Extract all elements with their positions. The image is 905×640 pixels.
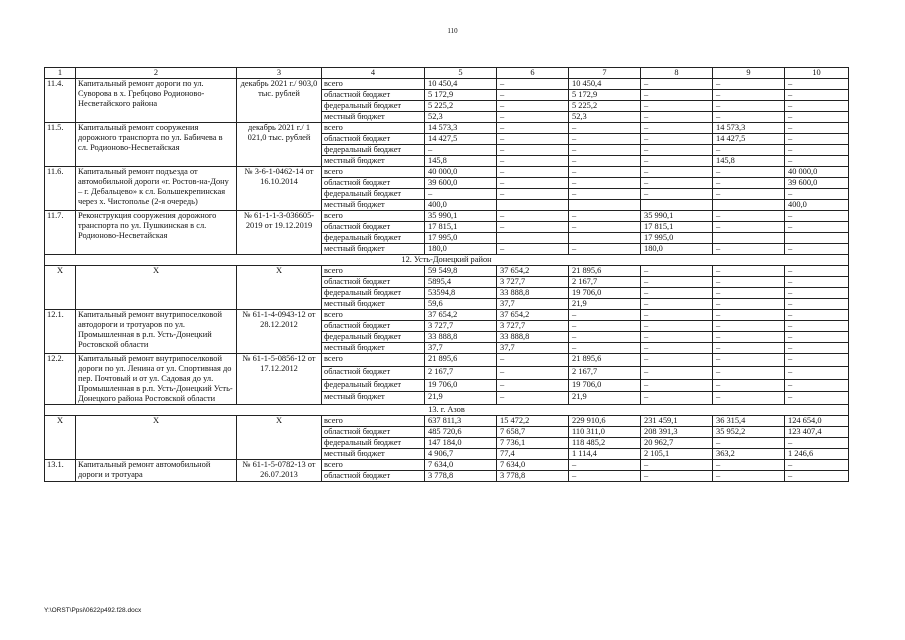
amount-cell: 35 952,2 <box>713 427 785 438</box>
amount-cell: 37,7 <box>425 343 497 354</box>
amount-cell: – <box>785 244 849 255</box>
amount-cell: 3 778,8 <box>425 471 497 482</box>
amount-cell: – <box>641 392 713 405</box>
item-number: 11.5. <box>45 123 76 167</box>
amount-cell: – <box>713 460 785 471</box>
amount-cell: – <box>785 438 849 449</box>
amount-cell: 7 658,7 <box>497 427 569 438</box>
amount-cell: – <box>569 471 641 482</box>
amount-cell: – <box>785 123 849 134</box>
amount-cell: – <box>569 460 641 471</box>
item-number: 12.1. <box>45 310 76 354</box>
funding-source: всего <box>322 310 425 321</box>
amount-cell: 37 654,2 <box>497 310 569 321</box>
funding-source: местный бюджет <box>322 156 425 167</box>
funding-source: федеральный бюджет <box>322 438 425 449</box>
amount-cell: 110 311,0 <box>569 427 641 438</box>
amount-cell: – <box>713 299 785 310</box>
amount-cell: 40 000,0 <box>425 167 497 178</box>
amount-cell: – <box>785 211 849 222</box>
amount-cell: 33 888,8 <box>497 332 569 343</box>
column-number-header: 10 <box>785 68 849 79</box>
amount-cell: – <box>497 145 569 156</box>
amount-cell: – <box>641 145 713 156</box>
amount-cell: 14 573,3 <box>425 123 497 134</box>
item-number: 13.1. <box>45 460 76 482</box>
amount-cell: – <box>785 299 849 310</box>
amount-cell: 21,9 <box>569 392 641 405</box>
amount-cell: – <box>785 379 849 392</box>
amount-cell: 363,2 <box>713 449 785 460</box>
amount-cell: – <box>713 244 785 255</box>
amount-cell: 77,4 <box>497 449 569 460</box>
amount-cell: 33 888,8 <box>425 332 497 343</box>
section-title: 13. г. Азов <box>45 405 849 416</box>
item-reference: декабрь 2021 г./ 903,0 тыс. рублей <box>237 79 322 123</box>
amount-cell: 2 105,1 <box>641 449 713 460</box>
item-name: Капитальный ремонт дороги по ул. Суворова в х. Гребцово Родионово-Несветайского района <box>76 79 237 123</box>
amount-cell: 3 727,7 <box>425 321 497 332</box>
amount-cell: 21 895,6 <box>569 354 641 367</box>
amount-cell: – <box>569 123 641 134</box>
amount-cell: 15 472,2 <box>497 416 569 427</box>
amount-cell <box>497 200 569 211</box>
amount-cell: – <box>641 189 713 200</box>
amount-cell: – <box>569 343 641 354</box>
funding-source: федеральный бюджет <box>322 379 425 392</box>
amount-cell: – <box>569 222 641 233</box>
amount-cell: 637 811,3 <box>425 416 497 427</box>
amount-cell: – <box>569 321 641 332</box>
amount-cell: – <box>569 134 641 145</box>
amount-cell: 145,8 <box>425 156 497 167</box>
amount-cell: – <box>497 392 569 405</box>
column-number-header: 1 <box>45 68 76 79</box>
table-row <box>45 460 849 471</box>
amount-cell: – <box>713 379 785 392</box>
amount-cell: – <box>641 277 713 288</box>
table-row <box>45 211 849 222</box>
amount-cell: – <box>497 366 569 379</box>
amount-cell: 10 450,4 <box>569 79 641 90</box>
amount-cell <box>785 233 849 244</box>
table-header-row <box>45 68 849 79</box>
amount-cell: – <box>641 299 713 310</box>
funding-source: областной бюджет <box>322 90 425 101</box>
amount-cell: – <box>497 189 569 200</box>
item-name: Капитальный ремонт подъезда от автомобильной дороги «г. Ростов-на-Дону – г. Дебальцево» к сл. Большекрепинская через х. Чистополье (2-я очередь) <box>76 167 237 211</box>
amount-cell: 21 895,6 <box>569 266 641 277</box>
amount-cell: 5 225,2 <box>425 101 497 112</box>
section-title: 12. Усть-Донецкий район <box>45 255 849 266</box>
amount-cell: 37,7 <box>497 299 569 310</box>
amount-cell: 14 427,5 <box>713 134 785 145</box>
amount-cell: – <box>569 167 641 178</box>
amount-cell: – <box>785 332 849 343</box>
amount-cell: – <box>785 101 849 112</box>
funding-source: областной бюджет <box>322 427 425 438</box>
item-name: Капитальный ремонт сооружения дорожного транспорта по ул. Бабичева в сл. Родионово-Несветайская <box>76 123 237 167</box>
amount-cell: 17 815,1 <box>425 222 497 233</box>
amount-cell: 37 654,2 <box>497 266 569 277</box>
amount-cell: – <box>497 156 569 167</box>
funding-source: всего <box>322 354 425 367</box>
amount-cell: – <box>497 222 569 233</box>
amount-cell: 39 600,0 <box>785 178 849 189</box>
amount-cell: – <box>569 211 641 222</box>
table-row <box>45 123 849 134</box>
column-number-header: 3 <box>237 68 322 79</box>
amount-cell <box>497 233 569 244</box>
column-number-header: 8 <box>641 68 713 79</box>
amount-cell: – <box>713 471 785 482</box>
funding-source: федеральный бюджет <box>322 332 425 343</box>
amount-cell: – <box>785 471 849 482</box>
item-reference: № 61-1-5-0782-13 от 26.07.2013 <box>237 460 322 482</box>
amount-cell: – <box>497 379 569 392</box>
amount-cell: – <box>425 145 497 156</box>
item-reference: № 61-1-1-3-036605-2019 от 19.12.2019 <box>237 211 322 255</box>
amount-cell: – <box>713 392 785 405</box>
amount-cell: – <box>497 178 569 189</box>
amount-cell: 19 706,0 <box>425 379 497 392</box>
item-reference: № 61-1-5-0856-12 от 17.12.2012 <box>237 354 322 405</box>
amount-cell: 37,7 <box>497 343 569 354</box>
footer-file-path: Y:\ORST\Ppsi\0622p492.f28.docx <box>44 607 142 614</box>
amount-cell: 7 736,1 <box>497 438 569 449</box>
amount-cell: – <box>785 145 849 156</box>
amount-cell: – <box>641 101 713 112</box>
funding-source: областной бюджет <box>322 277 425 288</box>
table-row <box>45 416 849 427</box>
amount-cell: – <box>785 156 849 167</box>
amount-cell: – <box>497 134 569 145</box>
amount-cell: 400,0 <box>425 200 497 211</box>
item-name: X <box>76 416 237 460</box>
amount-cell: – <box>785 310 849 321</box>
amount-cell: 14 573,3 <box>713 123 785 134</box>
amount-cell: 10 450,4 <box>425 79 497 90</box>
amount-cell: 33 888,8 <box>497 288 569 299</box>
amount-cell: 35 990,1 <box>641 211 713 222</box>
amount-cell: 3 727,7 <box>497 321 569 332</box>
funding-source: местный бюджет <box>322 112 425 123</box>
amount-cell: – <box>785 266 849 277</box>
amount-cell: – <box>497 211 569 222</box>
amount-cell: 20 962,7 <box>641 438 713 449</box>
amount-cell: – <box>641 379 713 392</box>
item-number: 11.6. <box>45 167 76 211</box>
amount-cell: – <box>713 211 785 222</box>
funding-source: местный бюджет <box>322 392 425 405</box>
amount-cell: – <box>713 145 785 156</box>
amount-cell: – <box>713 332 785 343</box>
amount-cell: – <box>713 321 785 332</box>
funding-source: федеральный бюджет <box>322 288 425 299</box>
amount-cell: – <box>713 310 785 321</box>
amount-cell: – <box>569 145 641 156</box>
amount-cell: – <box>497 244 569 255</box>
funding-source: областной бюджет <box>322 471 425 482</box>
amount-cell <box>569 233 641 244</box>
amount-cell: – <box>713 222 785 233</box>
item-number: 12.2. <box>45 354 76 405</box>
funding-source: всего <box>322 211 425 222</box>
section-row <box>45 405 849 416</box>
item-name: X <box>76 266 237 310</box>
amount-cell: – <box>713 343 785 354</box>
column-number-header: 2 <box>76 68 237 79</box>
amount-cell <box>641 200 713 211</box>
amount-cell: 52,3 <box>569 112 641 123</box>
amount-cell: 3 778,8 <box>497 471 569 482</box>
amount-cell: – <box>641 343 713 354</box>
budget-table <box>44 67 849 482</box>
funding-source: местный бюджет <box>322 449 425 460</box>
table-row <box>45 266 849 277</box>
amount-cell: 59,6 <box>425 299 497 310</box>
item-name: Реконструкция сооружения дорожного транспорта по ул. Пушкинская в сл. Родионово-Несветайская <box>76 211 237 255</box>
funding-source: местный бюджет <box>322 244 425 255</box>
funding-source: всего <box>322 416 425 427</box>
amount-cell: – <box>713 288 785 299</box>
amount-cell: 2 167,7 <box>569 277 641 288</box>
amount-cell: 229 910,6 <box>569 416 641 427</box>
item-name: Капитальный ремонт автомобильной дороги и тротуара <box>76 460 237 482</box>
funding-source: всего <box>322 123 425 134</box>
amount-cell: – <box>713 266 785 277</box>
item-number: X <box>45 416 76 460</box>
amount-cell: 17 815,1 <box>641 222 713 233</box>
amount-cell: – <box>641 366 713 379</box>
budget-table-container <box>44 67 848 482</box>
amount-cell: – <box>641 266 713 277</box>
amount-cell: – <box>713 79 785 90</box>
amount-cell: 37 654,2 <box>425 310 497 321</box>
section-row <box>45 255 849 266</box>
amount-cell: – <box>497 90 569 101</box>
amount-cell: – <box>641 310 713 321</box>
amount-cell: 208 391,3 <box>641 427 713 438</box>
item-reference: X <box>237 266 322 310</box>
amount-cell: 118 485,2 <box>569 438 641 449</box>
amount-cell: – <box>785 392 849 405</box>
amount-cell: 5 172,9 <box>569 90 641 101</box>
amount-cell: – <box>641 332 713 343</box>
amount-cell: – <box>497 112 569 123</box>
item-number: X <box>45 266 76 310</box>
amount-cell: 19 706,0 <box>569 288 641 299</box>
amount-cell: – <box>785 79 849 90</box>
amount-cell: – <box>497 167 569 178</box>
amount-cell: – <box>713 354 785 367</box>
amount-cell: – <box>497 79 569 90</box>
amount-cell: – <box>641 156 713 167</box>
amount-cell <box>713 233 785 244</box>
amount-cell: – <box>641 354 713 367</box>
amount-cell: – <box>785 134 849 145</box>
funding-source: всего <box>322 460 425 471</box>
funding-source: областной бюджет <box>322 134 425 145</box>
column-number-header: 5 <box>425 68 497 79</box>
amount-cell: 21,9 <box>425 392 497 405</box>
funding-source: областной бюджет <box>322 321 425 332</box>
amount-cell: 180,0 <box>641 244 713 255</box>
amount-cell: 40 000,0 <box>785 167 849 178</box>
item-reference: декабрь 2021 г./ 1 021,0 тыс. рублей <box>237 123 322 167</box>
funding-source: федеральный бюджет <box>322 189 425 200</box>
amount-cell: – <box>497 101 569 112</box>
funding-source: областной бюджет <box>322 178 425 189</box>
amount-cell: – <box>641 79 713 90</box>
amount-cell: – <box>569 332 641 343</box>
amount-cell: – <box>425 189 497 200</box>
amount-cell: 145,8 <box>713 156 785 167</box>
amount-cell: – <box>641 90 713 101</box>
funding-source: федеральный бюджет <box>322 101 425 112</box>
column-number-header: 6 <box>497 68 569 79</box>
amount-cell: – <box>641 112 713 123</box>
item-reference: № 61-1-4-0943-12 от 28.12.2012 <box>237 310 322 354</box>
amount-cell: 17 995,0 <box>425 233 497 244</box>
amount-cell: – <box>785 277 849 288</box>
funding-source: федеральный бюджет <box>322 233 425 244</box>
amount-cell: – <box>641 471 713 482</box>
item-name: Капитальный ремонт внутрипоселковой дороги по ул. Ленина от ул. Спортивная до пер. Почтовый и от ул. Садовая до ул. Промышленная в р.п. Усть-Донецкий Усть-Донецкого района Ростовской области <box>76 354 237 405</box>
amount-cell: 35 990,1 <box>425 211 497 222</box>
amount-cell: 180,0 <box>425 244 497 255</box>
amount-cell: 7 634,0 <box>425 460 497 471</box>
amount-cell: – <box>713 438 785 449</box>
amount-cell: 21 895,6 <box>425 354 497 367</box>
amount-cell: 14 427,5 <box>425 134 497 145</box>
amount-cell: – <box>785 189 849 200</box>
amount-cell: 231 459,1 <box>641 416 713 427</box>
amount-cell: – <box>785 460 849 471</box>
amount-cell: – <box>641 123 713 134</box>
amount-cell: 59 549,8 <box>425 266 497 277</box>
amount-cell: 124 654,0 <box>785 416 849 427</box>
amount-cell: 1 246,6 <box>785 449 849 460</box>
amount-cell: 4 906,7 <box>425 449 497 460</box>
amount-cell: 3 727,7 <box>497 277 569 288</box>
amount-cell: 2 167,7 <box>425 366 497 379</box>
item-number: 11.7. <box>45 211 76 255</box>
amount-cell: 17 995,0 <box>641 233 713 244</box>
table-row <box>45 79 849 90</box>
funding-source: областной бюджет <box>322 366 425 379</box>
amount-cell: – <box>713 112 785 123</box>
table-row <box>45 167 849 178</box>
amount-cell: – <box>713 178 785 189</box>
amount-cell: 21,9 <box>569 299 641 310</box>
amount-cell: – <box>641 288 713 299</box>
amount-cell: 52,3 <box>425 112 497 123</box>
amount-cell: – <box>569 189 641 200</box>
funding-source: местный бюджет <box>322 200 425 211</box>
funding-source: федеральный бюджет <box>322 145 425 156</box>
item-name: Капитальный ремонт внутрипоселковой автодороги и тротуаров по ул. Промышленная в р.п. Усть-Донецкий Ростовской области <box>76 310 237 354</box>
amount-cell: – <box>785 354 849 367</box>
amount-cell: 36 315,4 <box>713 416 785 427</box>
amount-cell: 5 172,9 <box>425 90 497 101</box>
amount-cell: 7 634,0 <box>497 460 569 471</box>
column-number-header: 9 <box>713 68 785 79</box>
amount-cell: – <box>497 354 569 367</box>
amount-cell: 53594,8 <box>425 288 497 299</box>
amount-cell: – <box>569 156 641 167</box>
amount-cell: – <box>785 222 849 233</box>
amount-cell: – <box>569 310 641 321</box>
amount-cell: – <box>713 101 785 112</box>
column-number-header: 7 <box>569 68 641 79</box>
amount-cell: 39 600,0 <box>425 178 497 189</box>
amount-cell: – <box>785 288 849 299</box>
funding-source: всего <box>322 266 425 277</box>
amount-cell: 19 706,0 <box>569 379 641 392</box>
amount-cell: 123 407,4 <box>785 427 849 438</box>
column-number-header: 4 <box>322 68 425 79</box>
amount-cell: 400,0 <box>785 200 849 211</box>
item-reference: № 3-6-1-0462-14 от 16.10.2014 <box>237 167 322 211</box>
table-row <box>45 354 849 367</box>
amount-cell: 1 114,4 <box>569 449 641 460</box>
amount-cell: – <box>785 321 849 332</box>
amount-cell: – <box>641 134 713 145</box>
amount-cell: – <box>785 90 849 101</box>
page-number: 110 <box>447 27 458 35</box>
amount-cell: – <box>713 277 785 288</box>
funding-source: всего <box>322 79 425 90</box>
amount-cell: – <box>785 112 849 123</box>
funding-source: местный бюджет <box>322 299 425 310</box>
amount-cell: – <box>713 366 785 379</box>
amount-cell: – <box>641 460 713 471</box>
amount-cell: – <box>569 244 641 255</box>
funding-source: местный бюджет <box>322 343 425 354</box>
item-number: 11.4. <box>45 79 76 123</box>
amount-cell: – <box>569 178 641 189</box>
amount-cell <box>569 200 641 211</box>
table-row <box>45 310 849 321</box>
amount-cell: – <box>641 321 713 332</box>
funding-source: областной бюджет <box>322 222 425 233</box>
item-reference: X <box>237 416 322 460</box>
amount-cell: – <box>713 167 785 178</box>
amount-cell: 2 167,7 <box>569 366 641 379</box>
amount-cell: – <box>713 189 785 200</box>
amount-cell: 485 720,6 <box>425 427 497 438</box>
amount-cell: – <box>497 123 569 134</box>
amount-cell: 147 184,0 <box>425 438 497 449</box>
funding-source: всего <box>322 167 425 178</box>
amount-cell: – <box>785 343 849 354</box>
amount-cell: – <box>713 90 785 101</box>
amount-cell: 5 225,2 <box>569 101 641 112</box>
amount-cell: 5895,4 <box>425 277 497 288</box>
amount-cell: – <box>785 366 849 379</box>
amount-cell: – <box>641 167 713 178</box>
amount-cell: – <box>641 178 713 189</box>
amount-cell <box>713 200 785 211</box>
